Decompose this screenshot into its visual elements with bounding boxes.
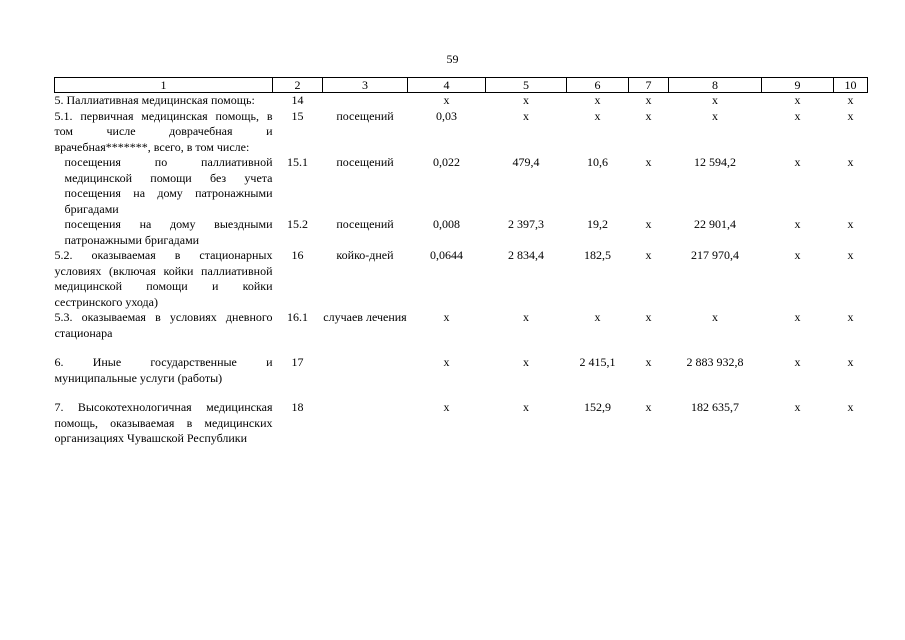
row-value-col6: 19,2 bbox=[587, 217, 608, 231]
row-value-col9: x bbox=[794, 108, 801, 123]
row-value-col5: 479,4 bbox=[512, 155, 540, 169]
row-number: 16 bbox=[291, 248, 304, 262]
row-unit: посещений bbox=[336, 108, 394, 123]
row-number: 15 bbox=[291, 108, 304, 123]
row-value-col7: x bbox=[645, 217, 652, 231]
row-description: 5.2. оказываемая в стационарных условиях (включая койки паллиативной медицинской помощи и койки сестринского ухода) bbox=[54, 248, 273, 309]
row-description: посещения по паллиативной медицинской помощи без учета посещения на дому патронажными бригадами bbox=[64, 155, 273, 216]
row-value-col7: x bbox=[645, 155, 652, 169]
row-value-col4: 0,022 bbox=[433, 155, 460, 169]
row-value-col5: 2 397,3 bbox=[508, 217, 544, 231]
row-unit bbox=[323, 400, 408, 447]
row-description: 5.3. оказываемая в условиях дневного стационара bbox=[54, 310, 273, 340]
row-value-col6: x bbox=[594, 310, 601, 324]
row-value-col8: 12 594,2 bbox=[694, 155, 736, 169]
table-row bbox=[55, 217, 868, 248]
row-value-col5: x bbox=[523, 310, 529, 324]
table-row bbox=[55, 109, 868, 156]
row-unit: посещений bbox=[336, 155, 394, 169]
page-number: 59 bbox=[446, 52, 459, 66]
row-value-col7: x bbox=[645, 400, 652, 414]
row-value-col6: 2 415,1 bbox=[579, 355, 616, 369]
row-value-col7: x bbox=[645, 355, 652, 369]
table-row bbox=[55, 155, 868, 217]
row-value-col8: x bbox=[712, 310, 718, 324]
row-number: 18 bbox=[291, 400, 304, 414]
row-value-col6: 182,5 bbox=[584, 248, 611, 262]
row-value-col8: 217 970,4 bbox=[691, 248, 739, 262]
header-cell: 6 bbox=[567, 78, 629, 93]
row-value-col5: x bbox=[523, 355, 529, 369]
table-row bbox=[55, 400, 868, 447]
row-value-col4: 0,03 bbox=[436, 108, 457, 123]
header-cell: 2 bbox=[273, 78, 323, 93]
row-description: 5.1. первичная медицинская помощь, в том числе доврачебная и врачебная*******, всего, в том числе: bbox=[54, 108, 273, 154]
row-value-col4: x bbox=[443, 355, 450, 369]
table-row bbox=[55, 248, 868, 310]
row-description: 6. Иные государственные и муниципальные услуги (работы) bbox=[54, 355, 273, 385]
row-unit bbox=[323, 355, 408, 386]
row-value-col10: x bbox=[847, 93, 854, 107]
row-value-col7: x bbox=[645, 310, 652, 324]
row-value-col4: 0,008 bbox=[433, 217, 460, 231]
row-value-col9: x bbox=[794, 93, 801, 107]
row-value-col6: 152,9 bbox=[584, 400, 611, 414]
row-value-col5: x bbox=[523, 400, 529, 414]
row-description: посещения на дому выездными патронажными бригадами bbox=[64, 217, 273, 247]
row-value-col10: x bbox=[847, 217, 854, 231]
row-value-col9: x bbox=[794, 355, 801, 369]
header-row bbox=[55, 78, 868, 93]
row-value-col5: x bbox=[523, 108, 529, 123]
row-value-col4: x bbox=[443, 310, 450, 324]
row-value-col10: x bbox=[847, 248, 854, 262]
row-unit: случаев лечения bbox=[323, 310, 407, 324]
row-value-col6: 10,6 bbox=[587, 155, 608, 169]
row-value-col8: x bbox=[712, 93, 718, 107]
row-value-col10: x bbox=[847, 108, 854, 123]
row-number: 17 bbox=[291, 355, 304, 369]
row-value-col10: x bbox=[847, 310, 854, 324]
row-value-col9: x bbox=[794, 248, 801, 262]
row-value-col10: x bbox=[847, 400, 854, 414]
row-value-col10: x bbox=[847, 355, 854, 369]
row-value-col9: x bbox=[794, 400, 801, 414]
row-unit: посещений bbox=[336, 217, 394, 231]
row-value-col10: x bbox=[847, 155, 854, 169]
row-value-col6: x bbox=[594, 93, 601, 107]
row-unit: койко-дней bbox=[336, 248, 394, 262]
header-cell: 5 bbox=[486, 78, 567, 93]
row-value-col5: 2 834,4 bbox=[508, 248, 544, 262]
row-value-col8: x bbox=[712, 108, 718, 123]
row-value-col8: 182 635,7 bbox=[691, 400, 739, 414]
row-unit bbox=[323, 93, 408, 109]
row-number: 15.1 bbox=[287, 155, 308, 169]
header-cell: 8 bbox=[669, 78, 762, 93]
header-cell: 4 bbox=[408, 78, 486, 93]
row-description: 7. Высокотехнологичная медицинская помощь, оказываемая в медицинских организациях Чувашской Республики bbox=[54, 400, 273, 445]
row-value-col4: 0,0644 bbox=[430, 248, 463, 262]
row-number: 14 bbox=[291, 93, 304, 107]
row-value-col9: x bbox=[794, 155, 801, 169]
table-row bbox=[55, 310, 868, 341]
row-value-col8: 2 883 932,8 bbox=[686, 355, 744, 369]
row-value-col7: x bbox=[645, 108, 652, 123]
data-table bbox=[54, 77, 868, 447]
header-cell: 7 bbox=[629, 78, 669, 93]
row-spacer bbox=[55, 341, 868, 355]
header-cell: 10 bbox=[834, 78, 868, 93]
header-cell: 9 bbox=[762, 78, 834, 93]
row-value-col8: 22 901,4 bbox=[694, 217, 736, 231]
row-description: 5. Паллиативная медицинская помощь: bbox=[54, 93, 255, 107]
table-row bbox=[55, 93, 868, 109]
row-number: 16.1 bbox=[287, 310, 308, 324]
row-value-col9: x bbox=[794, 217, 801, 231]
header-cell: 1 bbox=[55, 78, 273, 93]
row-value-col7: x bbox=[645, 93, 652, 107]
header-cell: 3 bbox=[323, 78, 408, 93]
table-row bbox=[55, 355, 868, 386]
row-value-col7: x bbox=[645, 248, 652, 262]
row-value-col4: x bbox=[443, 400, 450, 414]
row-value-col4: x bbox=[443, 93, 450, 107]
row-value-col6: x bbox=[594, 108, 601, 123]
row-spacer bbox=[55, 386, 868, 400]
row-value-col9: x bbox=[794, 310, 801, 324]
row-number: 15.2 bbox=[287, 217, 308, 231]
row-value-col5: x bbox=[523, 93, 529, 107]
